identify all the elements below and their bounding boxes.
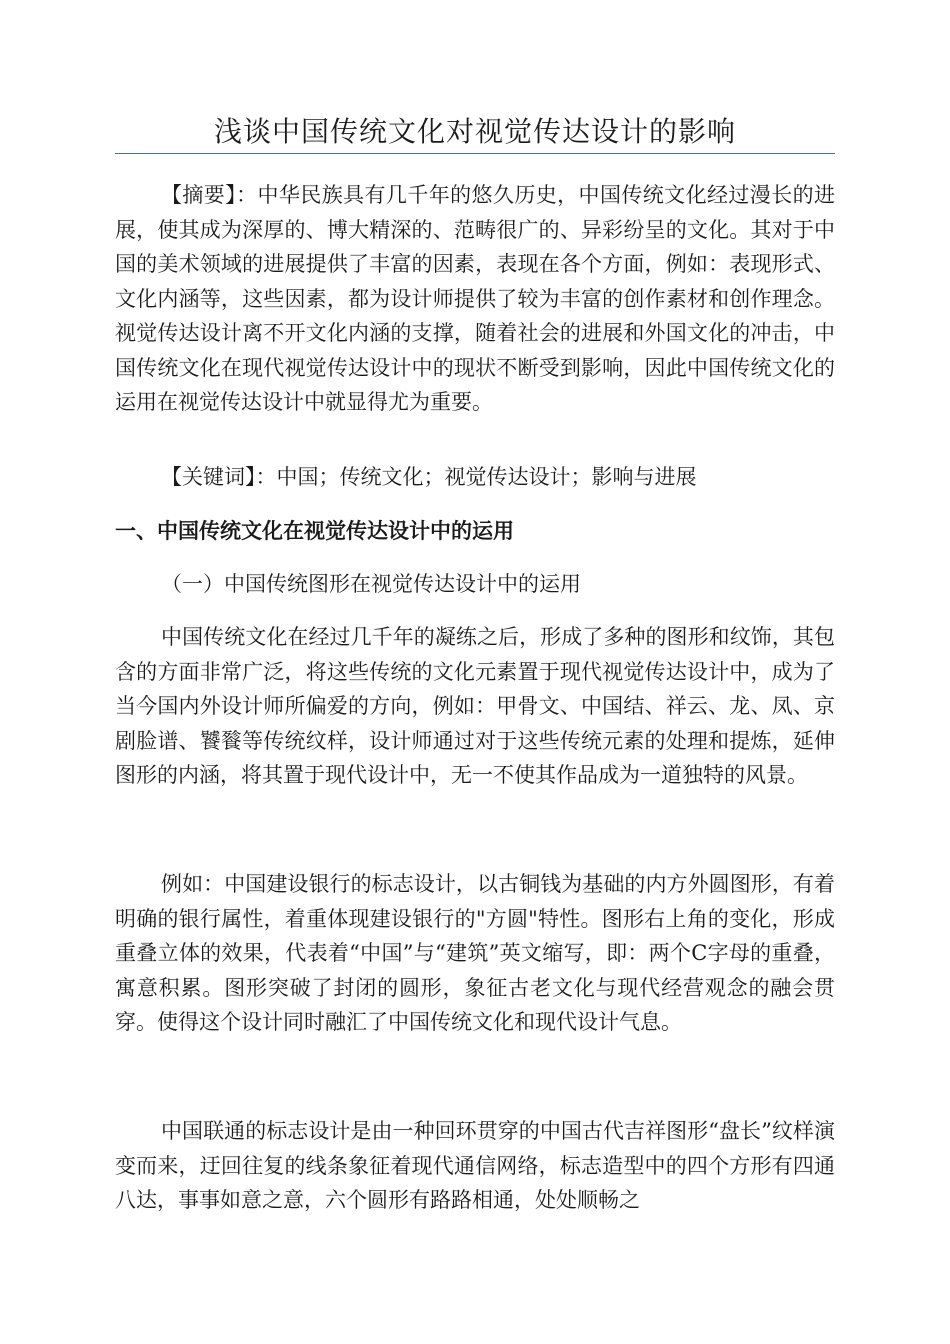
title-underline [115,153,835,154]
body-paragraph: 例如：中国建设银行的标志设计，以古铜钱为基础的内方外圆图形，有着明确的银行属性，着重体现建设银行的"方圆"特性。图形右上角的变化，形成重叠立体的效果，代表着“中国”与“建筑”英文缩写，即：两个C字母的重叠，寓意积累。图形突破了封闭的圆形，象征古老文化与现代经营观念的融会贯穿。使得这个设计同时融汇了中国传统文化和现代设计气息。 [115,872,835,1034]
body-paragraph: 中国联通的标志设计是由一种回环贯穿的中国古代吉祥图形“盘长”纹样演变而来，迂回往复的线条象征着现代通信网络，标志造型中的四个方形有四通八达，事事如意之意，六个圆形有路路相通，处处顺畅之 [115,1119,835,1212]
document-title: 浅谈中国传统文化对视觉传达设计的影响 [213,115,736,148]
section-heading: 一、中国传统文化在视觉传达设计中的运用 [115,519,514,543]
subsection-heading: （一）中国传统图形在视觉传达设计中的运用 [161,572,581,596]
body-paragraph: 中国传统文化在经过几千年的凝练之后，形成了多种的图形和纹饰，其包含的方面非常广泛，将这些传统的文化元素置于现代视觉传达设计中，成为了当今国内外设计师所偏爱的方向，例如：甲骨文、中国结、祥云、龙、凤、京剧脸谱、饕餮等传统纹样，设计师通过对于这些传统元素的处理和提炼，延伸图形的内涵，将其置于现代设计中，无一不使其作品成为一道独特的风景。 [115,625,835,787]
keywords-paragraph: 【关键词】：中国；传统文化；视觉传达设计；影响与进展 [161,465,697,489]
abstract-paragraph: 【摘要】：中华民族具有几千年的悠久历史，中国传统文化经过漫长的进展，使其成为深厚的、博大精深的、范畴很广的、异彩纷呈的文化。其对于中国的美术领域的进展提供了丰富的因素，表现在各个方面，例如：表现形式、文化内涵等，这些因素，都为设计师提供了较为丰富的创作素材和创作理念。视觉传达设计离不开文化内涵的支撑，随着社会的进展和外国文化的冲击，中国传统文化在现代视觉传达设计中的现状不断受到影响，因此中国传统文化的运用在视觉传达设计中就显得尤为重要。 [115,183,835,414]
